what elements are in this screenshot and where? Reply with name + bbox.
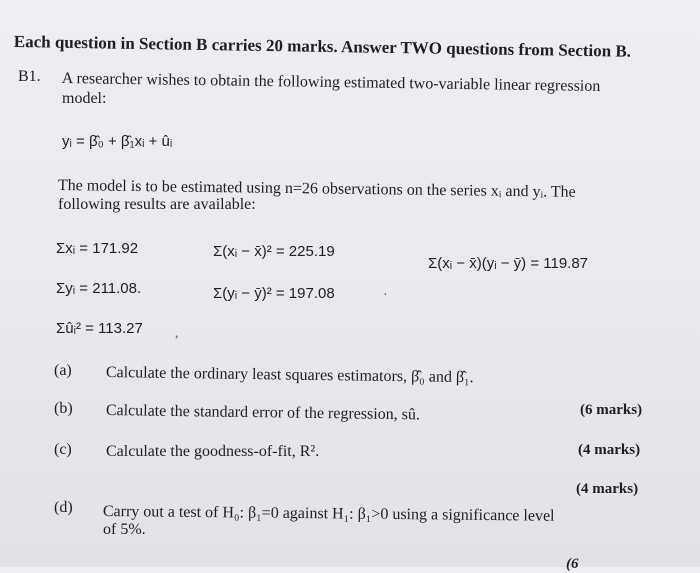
stat-sum-cross-dev: Σ(xᵢ − x̄)(yᵢ − ȳ) = 119.87	[428, 255, 589, 272]
part-d-marks: (6	[566, 556, 579, 572]
part-b-text: Calculate the standard error of the regression, sû.	[105, 402, 421, 424]
part-c-marks: (4 marks)	[576, 481, 639, 497]
part-c-label: (c)	[54, 441, 72, 458]
part-a-text: Calculate the ordinary least squares estimators, β̂₀ and β̂₁.	[105, 364, 474, 387]
question-intro-line-2: model:	[62, 90, 107, 107]
part-c-text: Calculate the goodness-of-fit, R².	[106, 443, 320, 460]
stat-sum-y: Σyᵢ = 211.08.	[56, 280, 142, 297]
stat-sum-sq-dev-y: Σ(yᵢ − ȳ)² = 197.08	[213, 285, 335, 302]
stat-sum-resid-sq: Σûᵢ² = 113.27	[56, 320, 143, 337]
stray-mark: ·	[383, 288, 388, 303]
part-b-marks: (4 marks)	[578, 442, 641, 458]
question-intro-line-1: A researcher wishes to obtain the following estimated two-variable linear regression	[61, 70, 601, 95]
part-a-marks: (6 marks)	[580, 402, 643, 418]
model-equation: yᵢ = β̂₀ + β̂₁xᵢ + ûᵢ	[62, 133, 173, 150]
stat-sum-x: Σxᵢ = 171.92	[56, 240, 139, 257]
data-description-line-2: following results are available:	[58, 196, 256, 213]
part-d-text-line-1: Carry out a test of H₀: β₁=0 against H₁: β₁>0 using a significance level	[102, 503, 555, 525]
part-d-text-line-2: of 5%.	[103, 521, 146, 538]
question-number: B1.	[18, 68, 41, 85]
part-b-label: (b)	[54, 400, 73, 417]
stat-sum-sq-dev-x: Σ(xᵢ − x̄)² = 225.19	[213, 243, 335, 260]
part-d-label: (d)	[54, 499, 73, 516]
section-instructions: Each question in Section B carries 20 marks. Answer TWO questions from Section B.	[13, 32, 632, 61]
stray-mark: ,	[175, 326, 179, 341]
data-description-line-1: The model is to be estimated using n=26 observations on the series xᵢ and yᵢ. The	[57, 177, 576, 201]
part-a-label: (a)	[54, 362, 72, 379]
